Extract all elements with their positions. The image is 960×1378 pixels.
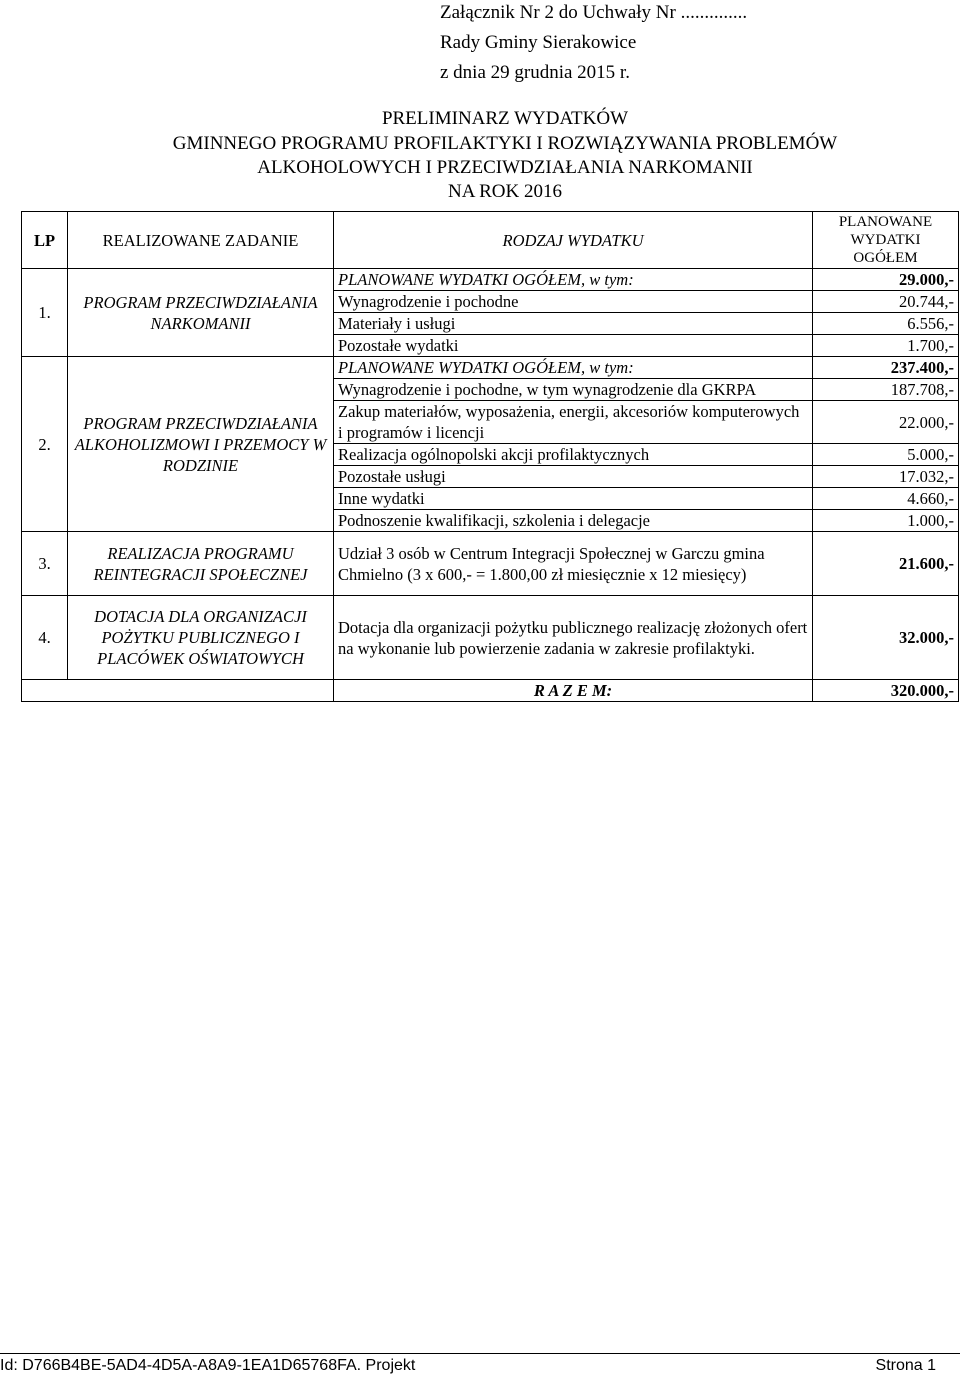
header-expense: RODZAJ WYDATKU [334, 212, 813, 269]
expense-amount: 237.400,- [813, 357, 959, 379]
table-row [22, 532, 959, 596]
council-line: Rady Gminy Sierakowice [440, 32, 637, 53]
header-amount: PLANOWANE WYDATKI OGÓŁEM [813, 212, 959, 269]
footer-divider [0, 1353, 960, 1354]
row-task: PROGRAM PRZECIWDZIAŁANIA ALKOHOLIZMOWI I PRZEMOCY W RODZINIE [68, 357, 334, 532]
expense-amount: 22.000,- [813, 401, 959, 444]
date-line: z dnia 29 grudnia 2015 r. [440, 62, 630, 83]
expense-label: Dotacja dla organizacji pożytku publicznego realizację złożonych ofert na wykonanie lub powierzenie zadania w zakresie profilaktyki. [334, 596, 813, 680]
expense-label: Udział 3 osób w Centrum Integracji Społecznej w Garczu gmina Chmielno (3 x 600,- = 1.800,00 zł miesięcznie x 12 miesięcy) [334, 532, 813, 596]
expense-label: Podnoszenie kwalifikacji, szkolenia i delegacje [334, 510, 813, 532]
expense-amount: 29.000,- [813, 269, 959, 291]
title-line-3: ALKOHOLOWYCH I PRZECIWDZIAŁANIA NARKOMANII [257, 157, 753, 178]
table-row [22, 596, 959, 680]
expense-amount: 1.000,- [813, 510, 959, 532]
expense-label: Pozostałe usługi [334, 466, 813, 488]
total-label: R A Z E M: [334, 680, 813, 702]
expense-label: Wynagrodzenie i pochodne [334, 291, 813, 313]
expense-amount: 187.708,- [813, 379, 959, 401]
table-row [22, 357, 959, 379]
expense-label: Inne wydatki [334, 488, 813, 510]
document-id: Id: D766B4BE-5AD4-4D5A-A8A9-1EA1D65768FA. Projekt [0, 1357, 416, 1374]
expense-label: PLANOWANE WYDATKI OGÓŁEM, w tym: [334, 357, 813, 379]
row-task: DOTACJA DLA ORGANIZACJI POŻYTKU PUBLICZNEGO I PLACÓWEK OŚWIATOWYCH [68, 596, 334, 680]
expense-amount: 6.556,- [813, 313, 959, 335]
expense-amount: 20.744,- [813, 291, 959, 313]
attachment-line: Załącznik Nr 2 do Uchwały Nr .............. [440, 2, 748, 23]
title-line-4: NA ROK 2016 [447, 181, 562, 202]
page-number: Strona 1 [875, 1357, 936, 1374]
total-amount: 320.000,- [813, 680, 959, 702]
expense-amount: 5.000,- [813, 444, 959, 466]
expense-label: Wynagrodzenie i pochodne, w tym wynagrodzenie dla GKRPA [334, 379, 813, 401]
row-task: REALIZACJA PROGRAMU REINTEGRACJI SPOŁECZNEJ [68, 532, 334, 596]
header-lp: LP [22, 212, 68, 269]
row-task: PROGRAM PRZECIWDZIAŁANIA NARKOMANII [68, 269, 334, 357]
expense-label: PLANOWANE WYDATKI OGÓŁEM, w tym: [334, 269, 813, 291]
table-header-row [22, 212, 959, 269]
expense-amount: 21.600,- [813, 532, 959, 596]
total-row [22, 680, 959, 702]
table-row [22, 269, 959, 291]
expense-amount: 32.000,- [813, 596, 959, 680]
row-lp: 1. [22, 269, 68, 357]
row-lp: 4. [22, 596, 68, 680]
title-line-2: GMINNEGO PROGRAMU PROFILAKTYKI I ROZWIĄZYWANIA PROBLEMÓW [172, 133, 838, 154]
expense-amount: 4.660,- [813, 488, 959, 510]
row-lp: 3. [22, 532, 68, 596]
expense-amount: 1.700,- [813, 335, 959, 357]
title-line-1: PRELIMINARZ WYDATKÓW [381, 108, 629, 129]
expense-amount: 17.032,- [813, 466, 959, 488]
row-lp: 2. [22, 357, 68, 532]
expense-label: Materiały i usługi [334, 313, 813, 335]
header-task: REALIZOWANE ZADANIE [68, 212, 334, 269]
expenditure-table [21, 211, 959, 702]
expense-label: Pozostałe wydatki [334, 335, 813, 357]
expense-label: Zakup materiałów, wyposażenia, energii, akcesoriów komputerowych i programów i licencji [334, 401, 813, 444]
expense-label: Realizacja ogólnopolski akcji profilaktycznych [334, 444, 813, 466]
